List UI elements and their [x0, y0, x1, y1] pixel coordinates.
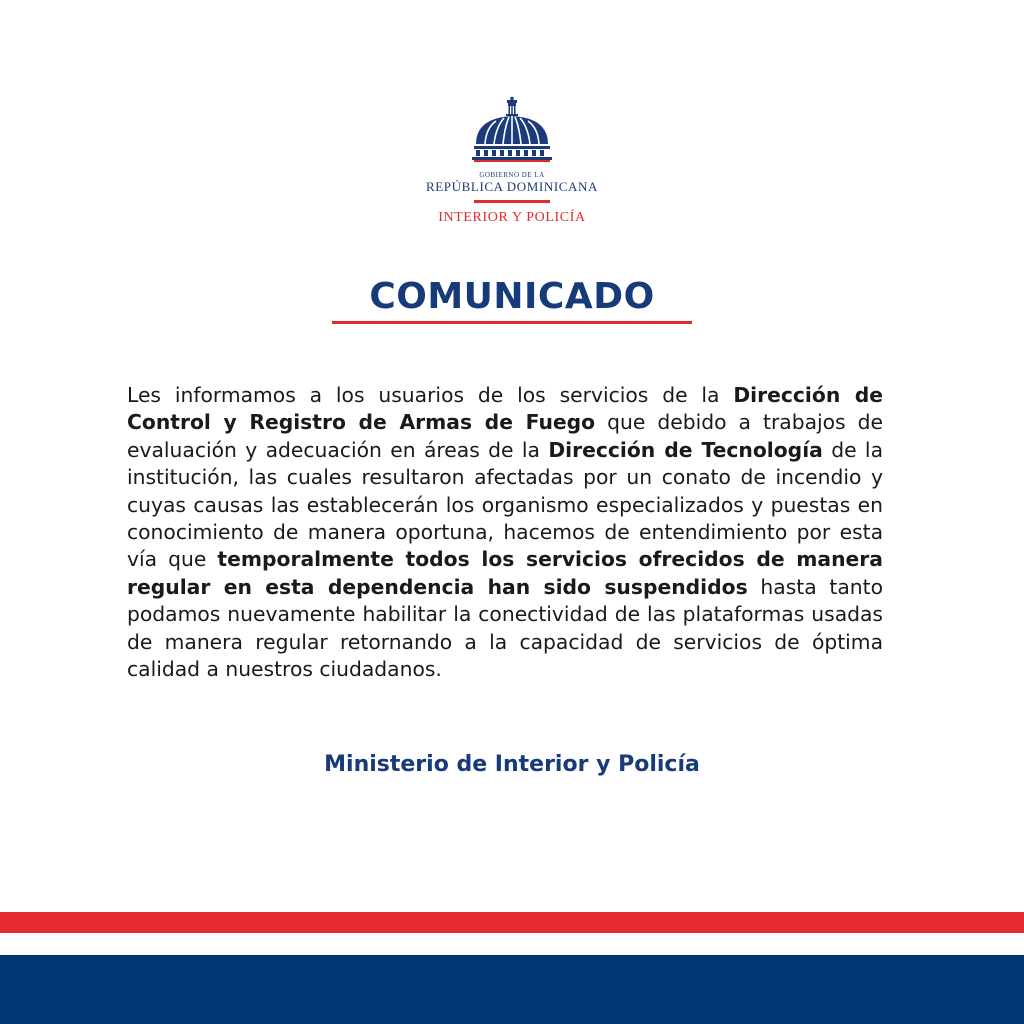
signature: Ministerio de Interior y Policía — [324, 752, 700, 777]
body-text-2: que debido a trabajos de evaluación y adecuación en áreas de la — [127, 410, 883, 462]
body-text-4: hasta tanto podamos nuevamente habilitar la conectividad de las plataformas usadas de manera regular retornando a la capacidad de servicios de óptima calidad a nuestros ciudadanos. — [127, 574, 883, 682]
body-bold-3: temporalmente todos los servicios ofrecidos de manera regular en esta dependencia han sido suspendidos — [127, 547, 883, 599]
title-underline — [332, 321, 692, 324]
body-bold-2: Dirección de Tecnología — [548, 437, 823, 462]
republic-label: REPÚBLICA DOMINICANA — [426, 179, 598, 194]
ministry-label: INTERIOR Y POLICÍA — [438, 210, 586, 225]
body-bold-1: Dirección de Control y Registro de Armas de Fuego — [127, 383, 884, 435]
capitol-dome-icon — [412, 94, 612, 174]
footer-stripe-blue — [0, 955, 1024, 1024]
body-text-3: de la institución, las cuales resultaron afectadas por un conato de incendio y cuyas causas las establecerán los organismo especializados y puestas en conocimiento de manera oportuna, hacemos de entendimiento por esta vía que — [127, 437, 883, 572]
body-text-1: Les informamos a los usuarios de los servicios de la — [127, 383, 734, 407]
page-title: COMUNICADO — [369, 276, 655, 317]
logo-divider — [474, 200, 550, 203]
footer-stripe-white — [0, 933, 1024, 955]
communique-body — [127, 382, 883, 683]
footer-stripe-red — [0, 912, 1024, 933]
government-label: GOBIERNO DE LA — [479, 171, 545, 179]
